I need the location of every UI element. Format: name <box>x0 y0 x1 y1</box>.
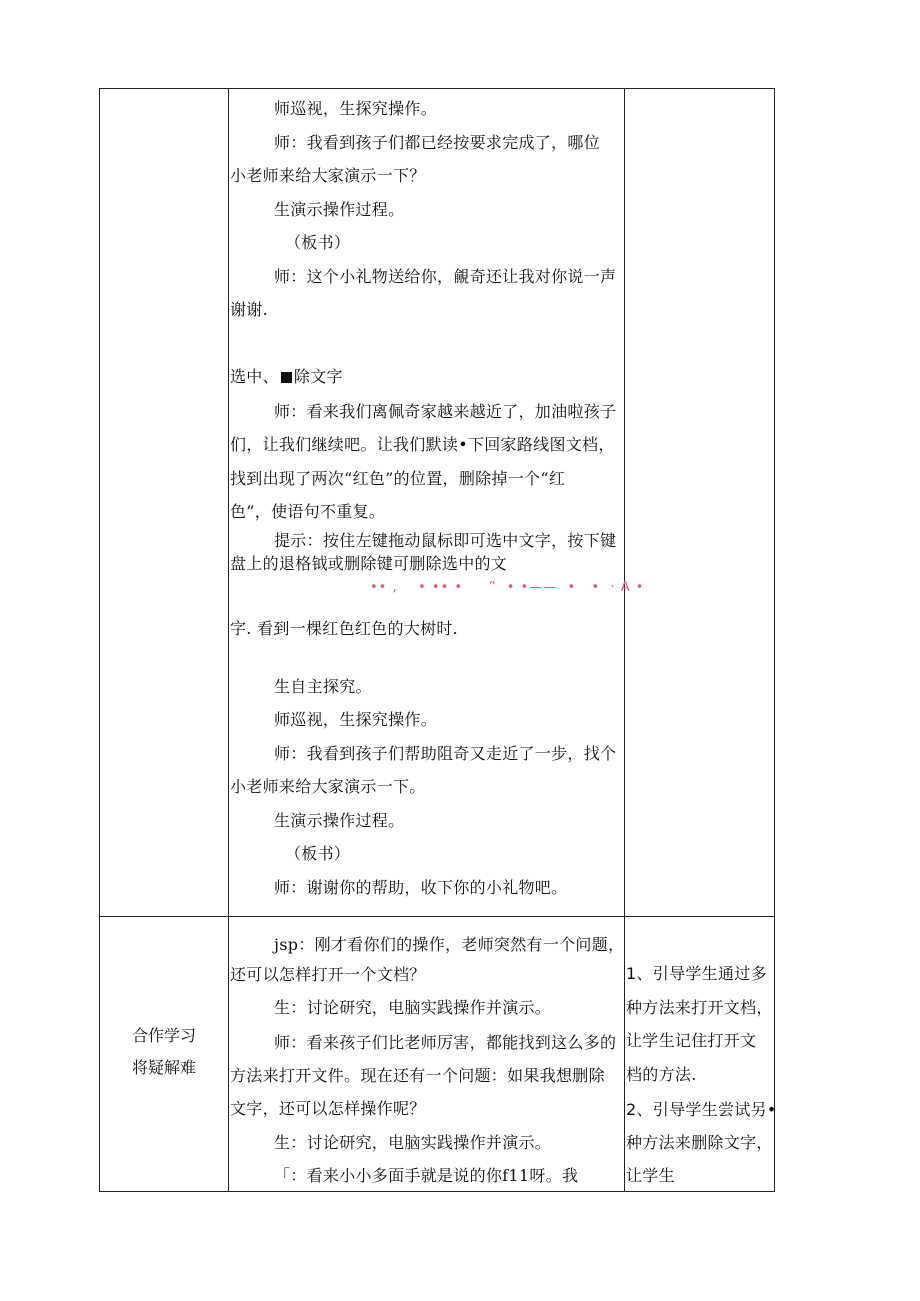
text-line: 色”，使语句不重复。 <box>230 502 386 521</box>
text-line: 「：看来小小多面手就是说的你f11呀。我 <box>274 1166 579 1185</box>
text-line: 师巡视，生探究操作。 <box>274 710 438 729</box>
row-label-line-2: 将疑解难 <box>131 1058 196 1077</box>
notes-line: 档的方法. <box>626 1065 697 1084</box>
notes-line: 2、引导学生尝试另• <box>626 1100 777 1119</box>
text-line: 生：讨论研究，电脑实践操作并演示。 <box>274 998 552 1017</box>
text-line: 生演示操作过程。 <box>274 200 405 219</box>
text-line: 方法来打开文件。现在还有一个问题：如果我想删除 <box>230 1066 605 1085</box>
text-line: 生自主探究。 <box>274 677 372 696</box>
text-line: 师巡视，生探究操作。 <box>274 99 438 118</box>
ocr-noise-line: •• , • •• • ” • •—— • • · A • <box>370 580 645 595</box>
text-line: 还可以怎样打开一个文档？ <box>230 965 426 984</box>
text-line: 文字，还可以怎样操作呢？ <box>230 1099 426 1118</box>
text-line: 字. 看到一棵红色红色的大树时. <box>230 619 459 638</box>
notes-line: 让学生 <box>626 1166 675 1185</box>
table-bottom-border <box>99 1191 775 1192</box>
text-line: 师：这个小礼物送给你，覦奇还让我对你说一声 <box>274 267 617 286</box>
table-column-divider-2 <box>624 88 625 1192</box>
text-line: 师：看来我们离佩奇家越来越近了，加油啦孩子 <box>274 402 617 421</box>
text-line: 小老师来给大家演示一下。 <box>230 777 426 796</box>
text-line: jsp：刚才看你们的操作，老师突然有一个问题， <box>274 935 625 954</box>
text-line: 小老师来给大家演示一下？ <box>230 166 426 185</box>
text-line: 们，让我们继续吧。让我们默读•下回家路线图文档， <box>230 435 615 454</box>
notes-line: 种方法来删除文字， <box>626 1133 773 1152</box>
table-row-divider <box>99 916 775 917</box>
section-heading <box>230 366 343 388</box>
text-line: 生：讨论研究，电脑实践操作并演示。 <box>274 1133 552 1152</box>
text-line: 盘上的退格钺或删除键可删除选中的文 <box>230 554 508 573</box>
table-right-border <box>774 88 775 1192</box>
notes-line: 1、引导学生通过多 <box>626 964 767 983</box>
text-line: 谢谢. <box>230 300 268 319</box>
row-label-line-1: 合作学习 <box>131 1026 196 1045</box>
black-square-glyph <box>281 372 292 383</box>
text-line: 师：看来孩子们比老师厉害，都能找到这么多的 <box>274 1033 617 1052</box>
text-line: （板书） <box>285 844 351 863</box>
text-line: 找到出现了两次“红色”的位置，删除掉一个“红 <box>230 469 566 488</box>
text-line: 生演示操作过程。 <box>274 811 405 830</box>
notes-line: 种方法来打开文档， <box>626 998 773 1017</box>
text-line: 提示：按住左键拖动鼠标即可选中文字，按下键 <box>274 531 617 550</box>
section-heading-part-1: 选中、 <box>230 367 279 386</box>
text-line: 师：我看到孩子们都已经按要求完成了，哪位 <box>274 133 601 152</box>
table-top-border <box>99 88 775 89</box>
text-line: 师：我看到孩子们帮助阻奇又走近了一步，找个 <box>274 744 617 763</box>
text-line: 师：谢谢你的帮助，收下你的小礼物吧。 <box>274 878 568 897</box>
notes-line: 让学生记住打开文 <box>626 1031 757 1050</box>
section-heading-part-2: 除文字 <box>293 367 343 386</box>
text-line: （板书） <box>285 233 351 252</box>
